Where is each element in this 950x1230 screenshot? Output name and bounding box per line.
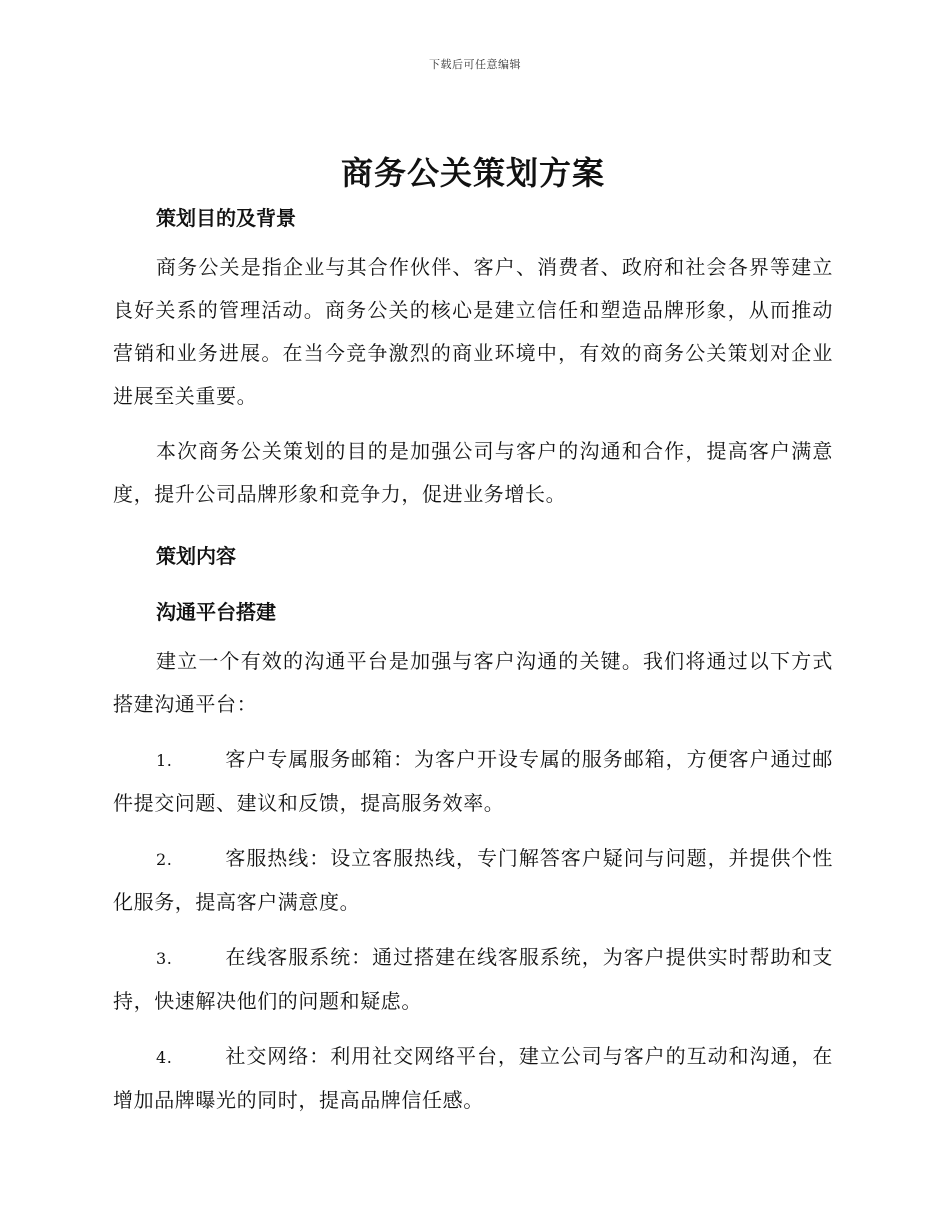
list-item-1 xyxy=(113,738,833,825)
heading-content: 策划内容 xyxy=(156,544,236,568)
list-number: 1. xyxy=(156,751,173,770)
list-number: 4. xyxy=(156,1048,173,1067)
list-text: 社交网络：利用社交网络平台，建立公司与客户的互动和沟通，在增加品牌曝光的同时，提高品牌信任感。 xyxy=(113,1044,833,1112)
list-number: 2. xyxy=(156,850,173,869)
heading-purpose: 策划目的及背景 xyxy=(156,206,296,230)
list-item-2 xyxy=(113,837,833,924)
document-body xyxy=(113,148,833,1122)
header-note: 下载后可任意编辑 xyxy=(429,58,521,71)
list-text: 客户专属服务邮箱：为客户开设专属的服务邮箱，方便客户通过邮件提交问题、建议和反馈，提高服务效率。 xyxy=(113,747,833,815)
document-title: 商务公关策划方案 xyxy=(340,154,605,192)
paragraph-platform: 建立一个有效的沟通平台是加强与客户沟通的关键。我们将通过以下方式搭建沟通平台： xyxy=(113,649,833,716)
list-item-4 xyxy=(113,1035,833,1122)
list-item-3 xyxy=(113,936,833,1023)
heading-platform: 沟通平台搭建 xyxy=(156,600,276,624)
list-text: 在线客服系统：通过搭建在线客服系统，为客户提供实时帮助和支持，快速解决他们的问题和疑虑。 xyxy=(113,945,833,1013)
paragraph-goal: 本次商务公关策划的目的是加强公司与客户的沟通和合作，提高客户满意度，提升公司品牌形象和竞争力，促进业务增长。 xyxy=(113,439,833,506)
list-text: 客服热线：设立客服热线，专门解答客户疑问与问题，并提供个性化服务，提高客户满意度。 xyxy=(113,846,833,914)
paragraph-intro: 商务公关是指企业与其合作伙伴、客户、消费者、政府和社会各界等建立良好关系的管理活动。商务公关的核心是建立信任和塑造品牌形象，从而推动营销和业务进展。在当今竞争激烈的商业环境中，有效的商务公关策划对企业进展至关重要。 xyxy=(113,255,833,408)
list-number: 3. xyxy=(156,949,173,968)
